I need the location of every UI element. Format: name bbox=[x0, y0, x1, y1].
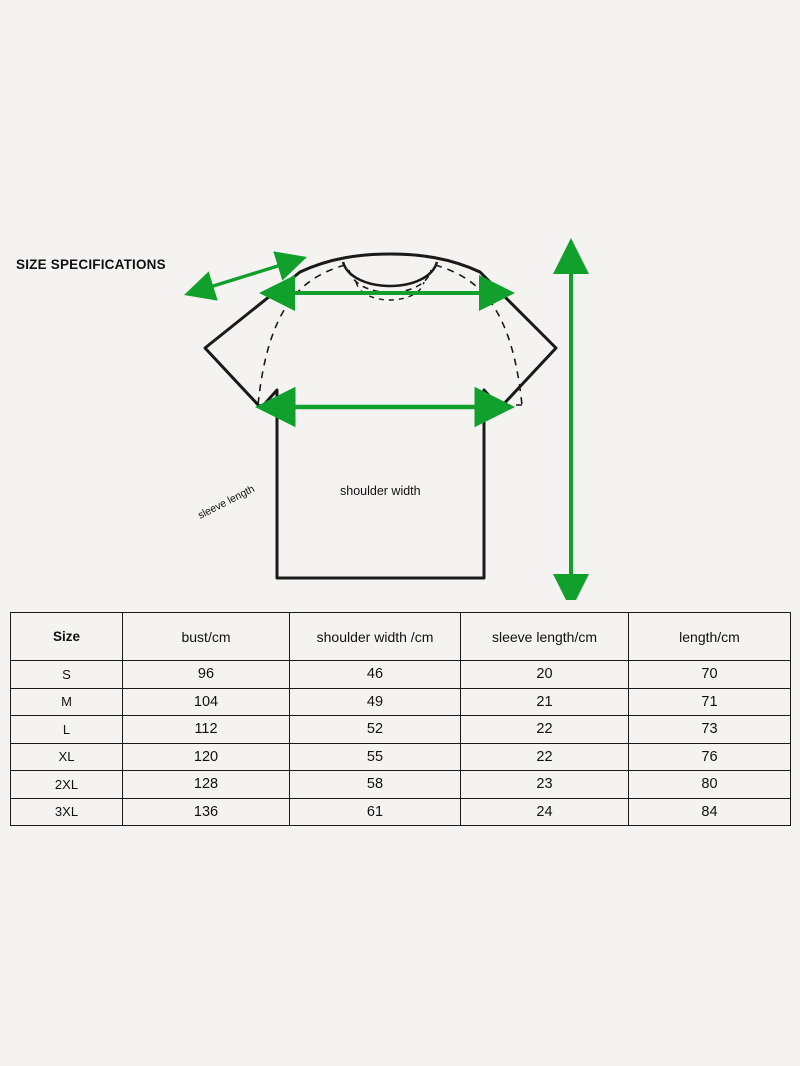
tshirt-svg bbox=[0, 230, 800, 600]
table-row bbox=[11, 716, 791, 744]
table-row bbox=[11, 661, 791, 689]
cell-shoulder-width: 46 bbox=[290, 661, 461, 689]
cell-length: 84 bbox=[629, 798, 791, 826]
cell-size: 2XL bbox=[11, 771, 123, 799]
cell-shoulder-width: 55 bbox=[290, 743, 461, 771]
table-header-row bbox=[11, 613, 791, 661]
cell-bust: 112 bbox=[123, 716, 290, 744]
cell-sleeve-length: 20 bbox=[461, 661, 629, 689]
cell-length: 71 bbox=[629, 688, 791, 716]
shoulder-width-label: shoulder width bbox=[340, 484, 421, 498]
cell-shoulder-width: 49 bbox=[290, 688, 461, 716]
cell-length: 73 bbox=[629, 716, 791, 744]
cell-bust: 96 bbox=[123, 661, 290, 689]
cell-length: 70 bbox=[629, 661, 791, 689]
column-header-sleeve-length: sleeve length/cm bbox=[461, 613, 629, 661]
cell-size: S bbox=[11, 661, 123, 689]
table-row bbox=[11, 771, 791, 799]
cell-size: XL bbox=[11, 743, 123, 771]
cell-length: 76 bbox=[629, 743, 791, 771]
cell-sleeve-length: 21 bbox=[461, 688, 629, 716]
cell-shoulder-width: 58 bbox=[290, 771, 461, 799]
cell-bust: 136 bbox=[123, 798, 290, 826]
table-row bbox=[11, 798, 791, 826]
column-header-size: Size bbox=[11, 613, 123, 661]
sleeve-length-label: sleeve length bbox=[196, 482, 257, 522]
cell-sleeve-length: 24 bbox=[461, 798, 629, 826]
cell-length: 80 bbox=[629, 771, 791, 799]
cell-shoulder-width: 61 bbox=[290, 798, 461, 826]
tshirt-outline bbox=[205, 254, 556, 578]
table-row bbox=[11, 688, 791, 716]
cell-sleeve-length: 23 bbox=[461, 771, 629, 799]
sleeve-length-arrow bbox=[210, 265, 281, 287]
cell-bust: 120 bbox=[123, 743, 290, 771]
table-row bbox=[11, 743, 791, 771]
cell-size: 3XL bbox=[11, 798, 123, 826]
cell-bust: 128 bbox=[123, 771, 290, 799]
cell-size: M bbox=[11, 688, 123, 716]
tshirt-measurement-diagram bbox=[0, 230, 800, 600]
column-header-length: length/cm bbox=[629, 613, 791, 661]
size-table-wrapper bbox=[10, 612, 790, 826]
cell-bust: 104 bbox=[123, 688, 290, 716]
column-header-shoulder-width: shoulder width /cm bbox=[290, 613, 461, 661]
column-header-bust: bust/cm bbox=[123, 613, 290, 661]
cell-size: L bbox=[11, 716, 123, 744]
cell-sleeve-length: 22 bbox=[461, 743, 629, 771]
cell-shoulder-width: 52 bbox=[290, 716, 461, 744]
size-table bbox=[10, 612, 791, 826]
cell-sleeve-length: 22 bbox=[461, 716, 629, 744]
page-title: SIZE SPECIFICATIONS bbox=[16, 257, 166, 272]
